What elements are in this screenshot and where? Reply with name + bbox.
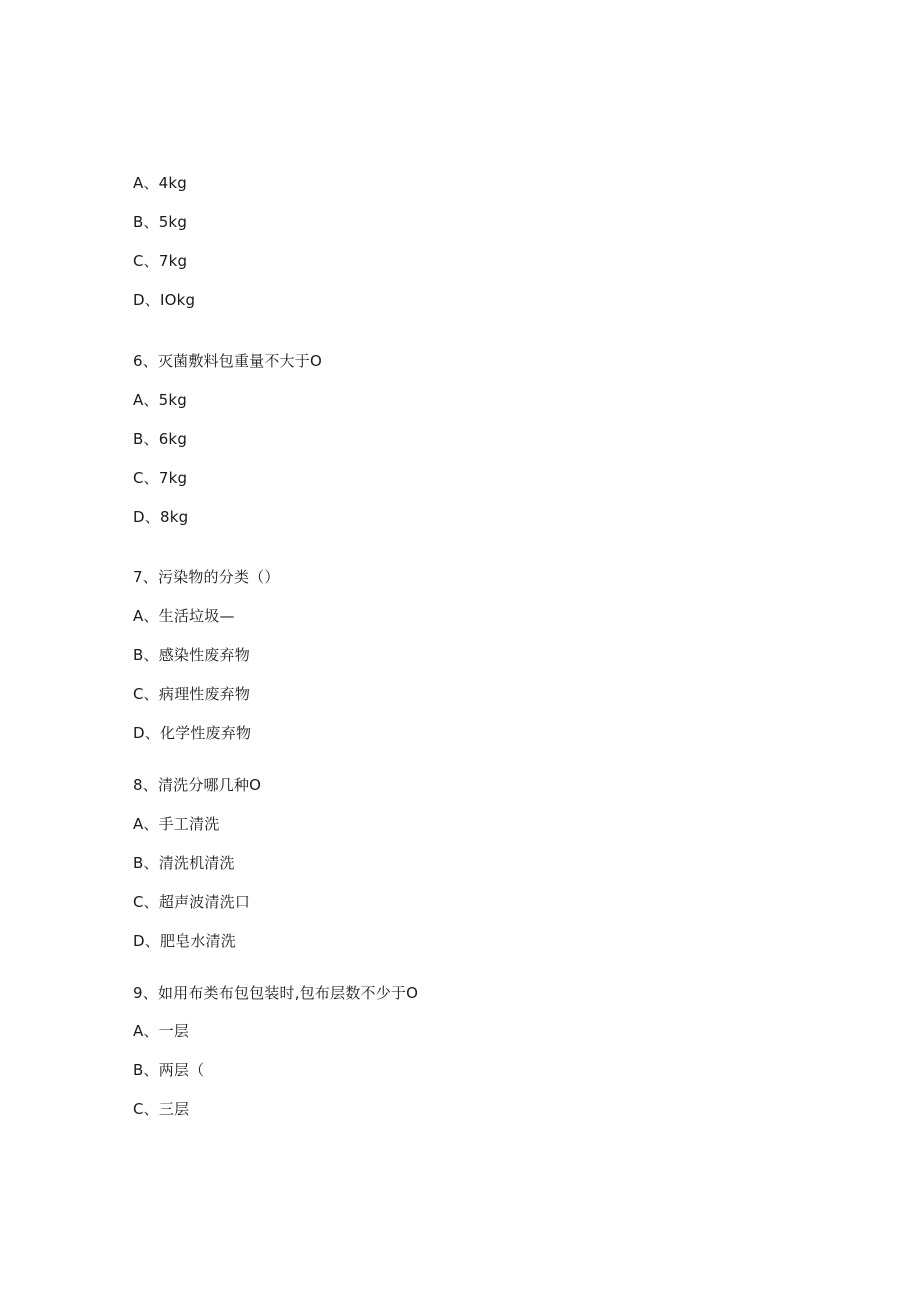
option-c-q5: C、7kg xyxy=(133,252,188,270)
option-b-q6: B、6kg xyxy=(133,430,188,448)
question-8: 8、清洗分哪几种O xyxy=(133,776,262,794)
option-b-q5: B、5kg xyxy=(133,213,188,231)
question-7: 7、污染物的分类（） xyxy=(133,568,280,586)
option-c-q6: C、7kg xyxy=(133,469,188,487)
option-d-q7: D、化学性废弃物 xyxy=(133,724,252,742)
option-b-q7: B、感染性废弃物 xyxy=(133,646,250,664)
option-d-q5: D、IOkg xyxy=(133,291,196,309)
option-a-q8: A、手工清洗 xyxy=(133,815,220,833)
option-c-q9: C、三层 xyxy=(133,1100,190,1118)
question-6: 6、灭菌敷料包重量不大于O xyxy=(133,352,322,370)
option-a-q7: A、生活垃圾— xyxy=(133,607,235,625)
option-c-q7: C、病理性废弃物 xyxy=(133,685,251,703)
option-b-q8: B、清洗机清洗 xyxy=(133,854,235,872)
option-b-q9: B、两层（ xyxy=(133,1061,205,1079)
option-a-q5: A、4kg xyxy=(133,174,188,192)
option-a-q9: A、一层 xyxy=(133,1022,190,1040)
option-d-q8: D、肥皂水清洗 xyxy=(133,932,236,950)
question-9: 9、如用布类布包包装时,包布层数不少于O xyxy=(133,984,419,1002)
option-d-q6: D、8kg xyxy=(133,508,189,526)
option-c-q8: C、超声波清洗口 xyxy=(133,893,251,911)
option-a-q6: A、5kg xyxy=(133,391,188,409)
